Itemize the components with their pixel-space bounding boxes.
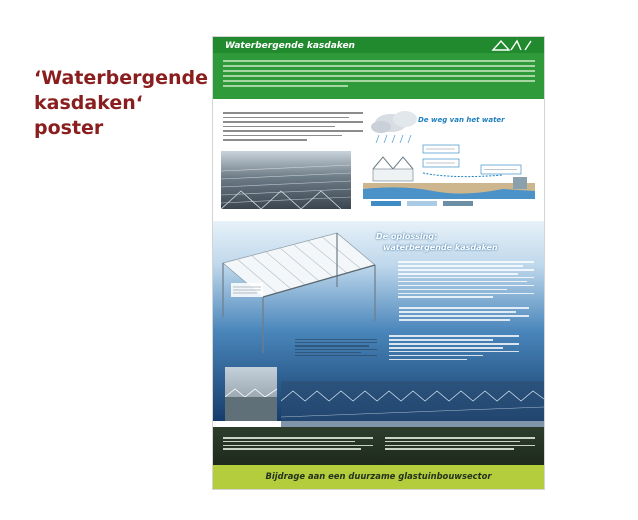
- logo: [491, 39, 533, 52]
- rain-icon: [376, 135, 411, 143]
- diagram-title: De weg van het water: [418, 116, 505, 124]
- slide-title: ‘Waterbergende kasdaken‘ poster: [34, 67, 209, 139]
- greenhouse-rows-illustration: [281, 381, 544, 427]
- poster-header: [213, 37, 544, 99]
- water-cycle-diagram: [363, 107, 535, 207]
- cloud-icon: [371, 111, 417, 133]
- figure-caption: [295, 337, 377, 358]
- conditions-list: [389, 333, 519, 363]
- greenhouse-roof-photo: [221, 151, 351, 209]
- sector-benefits-list: [385, 435, 535, 452]
- logo-mark-icon: [491, 39, 533, 52]
- poster-title: Waterbergende kasdaken: [225, 41, 355, 51]
- footer-text: Bijdrage aan een duurzame glastuinbouwsector: [265, 471, 492, 481]
- greenhouse-icon: [373, 157, 413, 181]
- solution-text-block: [398, 259, 534, 300]
- poster: [213, 37, 544, 489]
- advantages-list: [399, 305, 529, 323]
- problem-text-block: [223, 109, 363, 144]
- solution-heading: De oplossing:: [376, 232, 438, 241]
- social-benefits-list: [223, 435, 373, 452]
- greenhouse-photo-small: [225, 367, 277, 421]
- benefits-section: [213, 427, 544, 465]
- poster-footer: [213, 465, 544, 489]
- intro-text-block: [223, 57, 535, 95]
- solution-subheading: waterbergende kasdaken: [383, 243, 498, 252]
